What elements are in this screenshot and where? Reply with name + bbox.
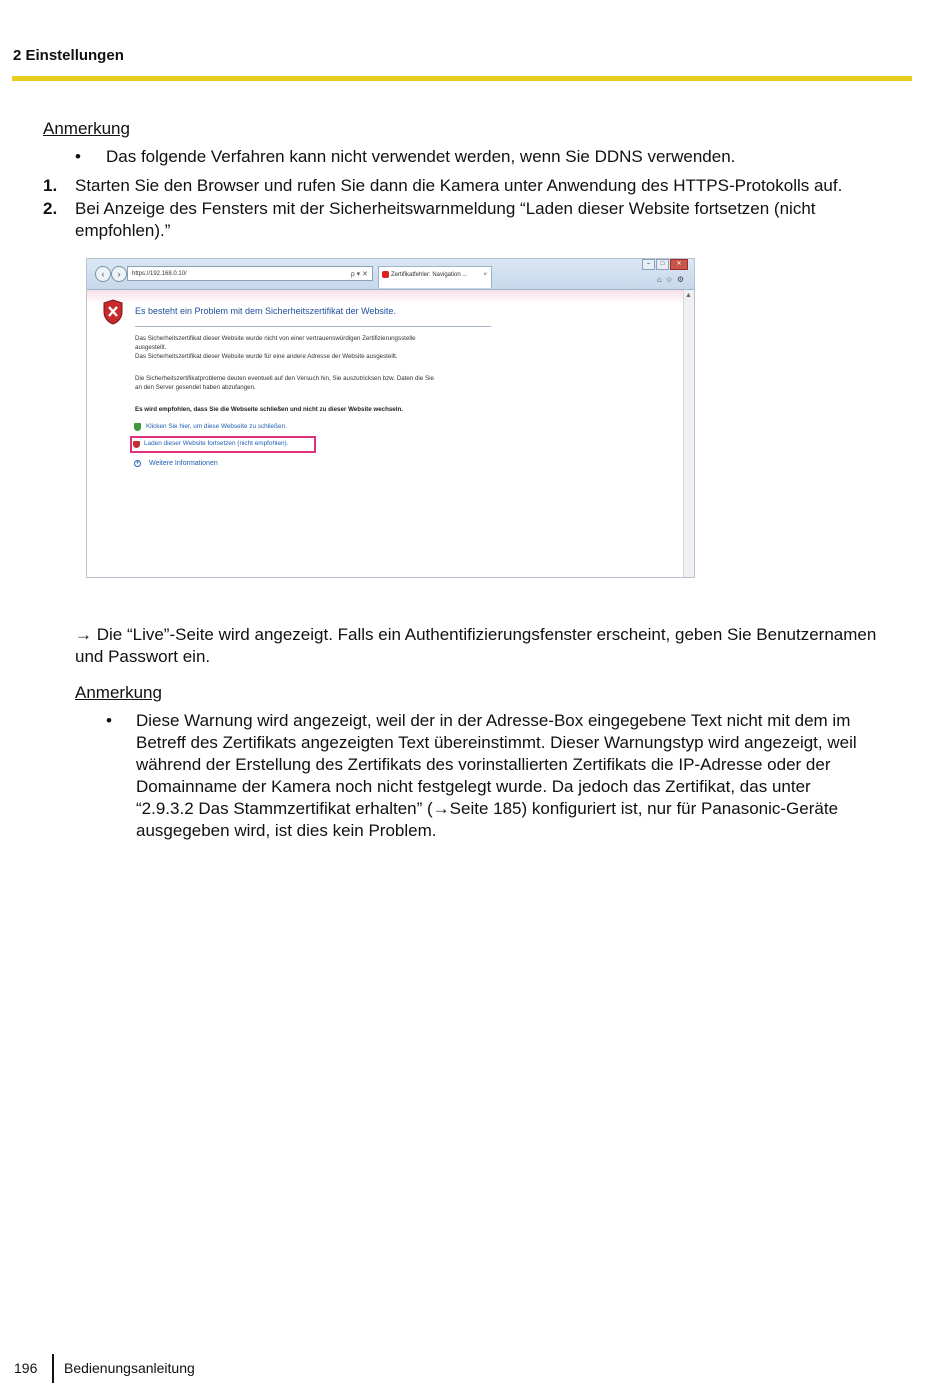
toolbar-icons[interactable]: ⌂☆⚙ [656, 275, 688, 284]
forward-button[interactable]: › [111, 266, 127, 282]
note2-line: Domainname der Kamera noch nicht festgelegt wurde. Da jedoch das Zertifikat, das unter [136, 777, 811, 796]
header-rule [12, 76, 912, 81]
note2-line: Diese Warnung wird angezeigt, weil der in der Adresse-Box eingegebene Text nicht mit dem im [136, 711, 851, 730]
note2-line: ausgegeben wird, ist dies kein Problem. [136, 821, 437, 840]
expand-icon[interactable]: ▾ [134, 460, 141, 467]
minimize-button[interactable]: – [642, 259, 655, 270]
page-number: 196 [14, 1360, 38, 1376]
browser-toolbar [87, 259, 694, 290]
tab-close-icon[interactable]: × [483, 272, 487, 278]
scrollbar[interactable] [683, 290, 694, 577]
warning-band [87, 290, 683, 304]
more-information-link[interactable]: Weitere Informationen [149, 460, 218, 467]
maximize-button[interactable]: □ [656, 259, 669, 270]
section-title: 2 Einstellungen [13, 47, 124, 64]
scroll-up-icon[interactable]: ▲ [685, 292, 692, 299]
browser-screenshot [86, 258, 695, 578]
back-button[interactable]: ‹ [95, 266, 111, 282]
address-icons[interactable]: ρ ▾ ✕ [350, 271, 368, 278]
info-paragraph-1 [135, 334, 495, 361]
bullet: • [75, 147, 81, 166]
green-shield-icon [134, 423, 141, 431]
step-text-2-line1: Bei Anzeige des Fensters mit der Sicherheitswarnmeldung “Laden dieser Website fortsetzen (nicht [75, 199, 816, 218]
continue-website-link[interactable]: Laden dieser Website fortsetzen (nicht empfohlen). [144, 440, 289, 447]
step-number-1: 1. [43, 176, 58, 195]
note-text: Das folgende Verfahren kann nicht verwendet werden, wenn Sie DDNS verwenden. [106, 147, 736, 166]
para1-line2: ausgestellt. [135, 344, 167, 351]
para2-line2: an den Server gesendet haben abzufangen. [135, 384, 256, 391]
note-heading-2: Anmerkung [75, 683, 162, 702]
note2-line: “2.9.3.2 Das Stammzertifikat erhalten” (→Seite 185) konfiguriert ist, nur für Panasonic-Geräte [136, 799, 839, 818]
note2-line: während der Erstellung des Zertifikats des vorinstallierten Zertifikats die IP-Adresse oder der [136, 755, 831, 774]
para2-line1: Die Sicherheitszertifikatprobleme deuten eventuell auf den Versuch hin, Sie auszutricksen bzw. Daten die Sie [135, 375, 434, 382]
close-page-link[interactable]: Klicken Sie hier, um diese Webseite zu schließen. [146, 423, 287, 430]
result-line2: und Passwort ein. [75, 647, 211, 666]
certificate-error-icon [382, 271, 389, 278]
window-controls [642, 259, 688, 268]
certificate-error-title: Es besteht ein Problem mit dem Sicherheitszertifikat der Website. [135, 306, 396, 316]
result-line1: → Die “Live”-Seite wird angezeigt. Falls ein Authentifizierungsfenster erscheint, geben Sie Benutzernamen [75, 625, 877, 644]
para1-line1: Das Sicherheitszertifikat dieser Website wurde nicht von einer vertrauenswürdigen Zertifizierungsstelle [135, 335, 416, 342]
tab-title: Zertifikatfehler: Navigation ... [391, 272, 468, 278]
address-bar[interactable] [127, 266, 373, 281]
step-text-1: Starten Sie den Browser und rufen Sie dann die Kamera unter Anwendung des HTTPS-Protokolls auf. [75, 176, 843, 195]
red-shield-icon [133, 441, 140, 448]
recommendation-text: Es wird empfohlen, dass Sie die Webseite schließen und nicht zu dieser Website wechseln. [135, 406, 403, 413]
note2-line: Betreff des Zertifikats angezeigten Text übereinstimmt. Dieser Warnungstyp wird angezeigt, weil [136, 733, 857, 752]
address-text: https://192.168.0.10/ [132, 271, 187, 277]
title-divider [135, 326, 491, 327]
browser-tab[interactable] [378, 266, 492, 288]
bullet-2: • [106, 711, 112, 730]
footer-divider [52, 1354, 54, 1383]
info-paragraph-2 [135, 374, 495, 392]
para1-line3: Das Sicherheitszertifikat dieser Website wurde für eine andere Adresse der Website ausgestellt. [135, 353, 398, 360]
note-heading: Anmerkung [43, 119, 130, 138]
step-text-2-line2: empfohlen).” [75, 221, 171, 240]
warning-shield-icon [102, 299, 124, 325]
manual-title: Bedienungsanleitung [64, 1360, 195, 1376]
close-window-button[interactable]: ✕ [670, 259, 688, 270]
step-number-2: 2. [43, 199, 58, 218]
